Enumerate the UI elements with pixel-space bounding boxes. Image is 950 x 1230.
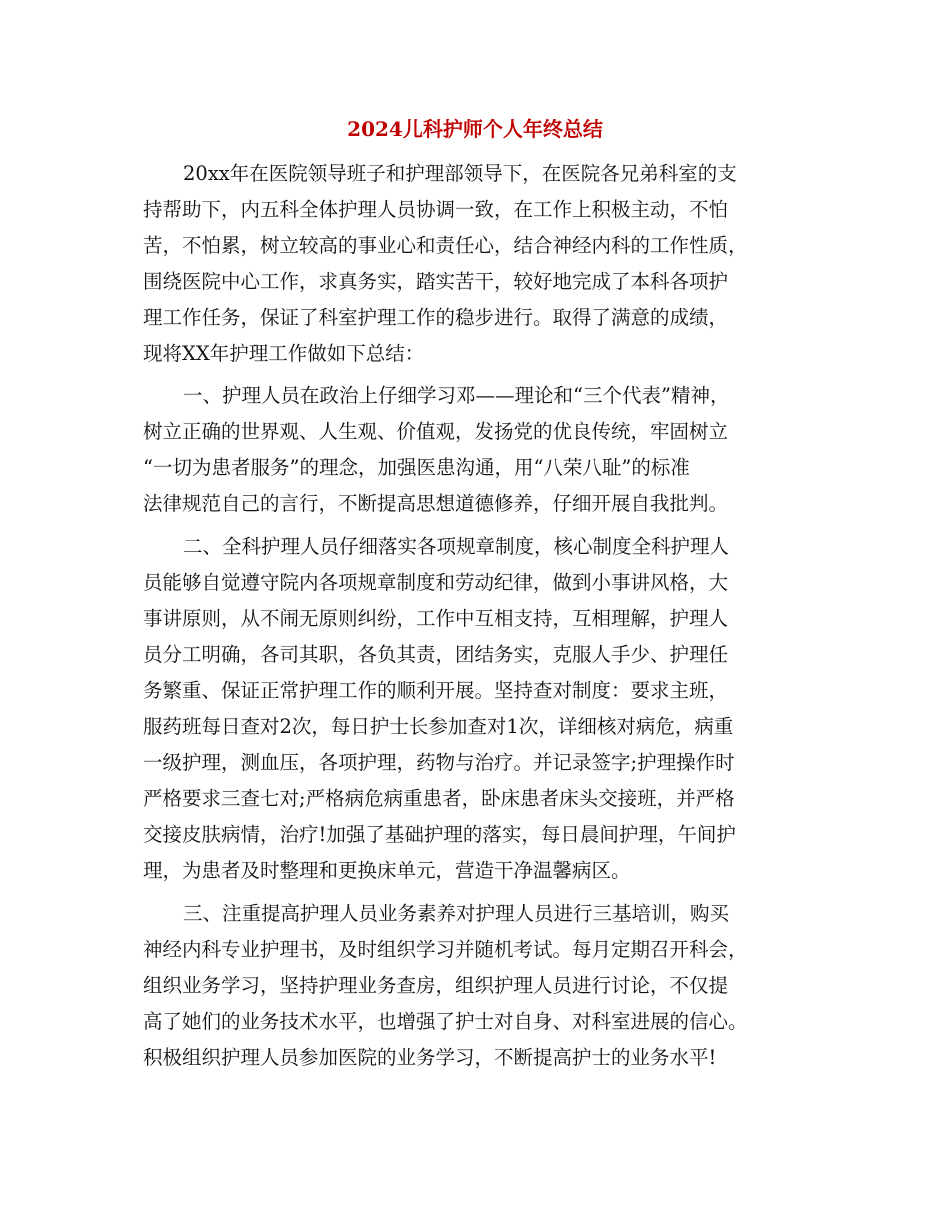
- paragraph-2-line-2: 树立正确的世界观、人生观、价值观，发扬党的优良传统，牢固树立: [143, 420, 729, 443]
- paragraph-1-line-6: 现将XX年护理工作做如下总结：: [143, 342, 425, 365]
- paragraph-3-line-2: 员能够自觉遵守院内各项规章制度和劳动纪律，做到小事讲风格，大: [143, 571, 729, 594]
- paragraph-1-line-5: 理工作任务，保证了科室护理工作的稳步进行。取得了满意的成绩，: [143, 306, 729, 329]
- paragraph-3-line-9: 交接皮肤病情，治疗!加强了基础护理的落实，每日晨间护理，午间护: [143, 823, 736, 846]
- paragraph-3-line-6: 服药班每日查对2次，每日护士长参加查对1次，详细核对病危，病重: [143, 715, 734, 738]
- paragraph-4-line-4: 高了她们的业务技术水平，也增强了护士对自身、对科室进展的信心。: [143, 1010, 748, 1033]
- paragraph-1-line-3: 苦，不怕累，树立较高的事业心和责任心，结合神经内科的工作性质，: [143, 234, 748, 257]
- paragraph-3-line-4: 员分工明确，各司其职，各负其责，团结务实，克服人手少、护理任: [143, 643, 729, 666]
- paragraph-3-line-5: 务繁重、保证正常护理工作的顺利开展。坚持查对制度：要求主班，: [143, 679, 729, 702]
- paragraph-1-line-2: 持帮助下，内五科全体护理人员协调一致，在工作上积极主动，不怕: [143, 198, 729, 221]
- paragraph-2-line-3: “一切为患者服务”的理念，加强医患沟通，用“八荣八耻”的标准: [143, 456, 690, 479]
- document-title: 2024儿科护师个人年终总结: [347, 117, 603, 141]
- paragraph-3-line-7: 一级护理，测血压，各项护理，药物与治疗。并记录签字;护理操作时: [143, 751, 735, 774]
- paragraph-3-line-1: 二、全科护理人员仔细落实各项规章制度，核心制度全科护理人: [183, 535, 730, 558]
- paragraph-3-line-3: 事讲原则，从不闹无原则纠纷，工作中互相支持，互相理解，护理人: [143, 607, 729, 630]
- paragraph-3-line-8: 严格要求三查七对;严格病危病重患者，卧床患者床头交接班，并严格: [143, 787, 735, 810]
- paragraph-1-line-4: 围绕医院中心工作，求真务实，踏实苦干，较好地完成了本科各项护: [143, 270, 729, 293]
- paragraph-2-line-4: 法律规范自己的言行，不断提高思想道德修养，仔细开展自我批判。: [143, 492, 729, 515]
- paragraph-4-line-3: 组织业务学习，坚持护理业务查房，组织护理人员进行讨论，不仅提: [143, 974, 729, 997]
- paragraph-4-line-2: 神经内科专业护理书，及时组织学习并随机考试。每月定期召开科会，: [143, 938, 748, 961]
- paragraph-2-line-1: 一、护理人员在政治上仔细学习邓——理论和“三个代表”精神，: [183, 384, 730, 407]
- paragraph-4-line-5: 积极组织护理人员参加医院的业务学习，不断提高护士的业务水平!: [143, 1046, 717, 1069]
- paragraph-3-line-10: 理，为患者及时整理和更换床单元，营造干净温馨病区。: [143, 859, 631, 882]
- paragraph-1-line-1: 20xx年在医院领导班子和护理部领导下，在医院各兄弟科室的支: [183, 162, 737, 185]
- paragraph-4-line-1: 三、注重提高护理人员业务素养对护理人员进行三基培训，购买: [183, 902, 730, 925]
